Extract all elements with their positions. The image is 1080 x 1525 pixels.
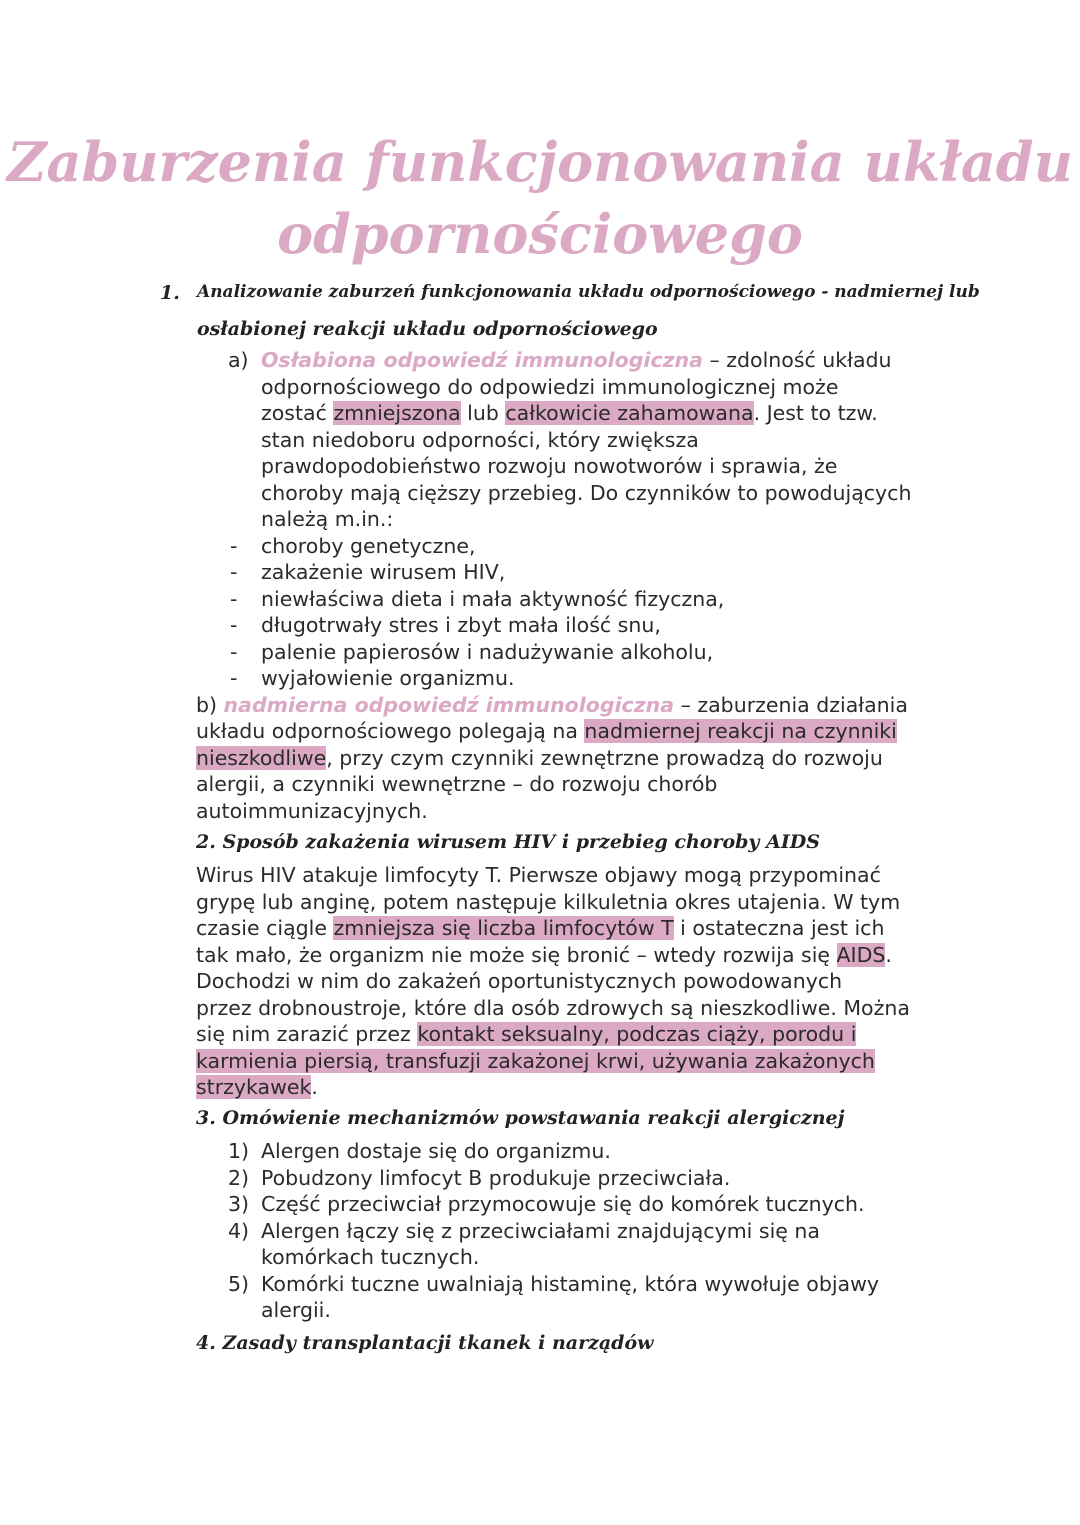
highlight-aids: AIDS (836, 942, 886, 967)
section-2-line-7: się nim zarazić przez kontakt seksualny, podczas ciąży, porodu i (196, 1022, 857, 1046)
item-b-line-4: alergii, a czynniki wewnętrzne – do rozwoju chorób (196, 772, 718, 796)
highlight-transmission: strzykawek (196, 1075, 312, 1099)
bullet-dash: - (230, 639, 238, 664)
section-2-line-6: przez drobnoustroje, które dla osób zdrowych są nieszkodliwe. Można (196, 995, 910, 1020)
item-b-marker: b) (196, 692, 224, 717)
section-2-line-8 (196, 1048, 875, 1075)
list-item-continuation: alergii. (261, 1298, 331, 1322)
section-2-line-1: Wirus HIV atakuje limfocyty T. Pierwsze objawy mogą przypominać (196, 863, 881, 887)
item-a-line-3: zostać zmniejszona lub całkowicie zahamowana. Jest to tzw. (261, 401, 878, 425)
highlight-lymphocytes: zmniejsza się liczba limfocytów T (333, 916, 674, 940)
item-a-line-1: Osłabiona odpowiedź immunologiczna – zdolność układu (261, 348, 892, 372)
bullet-item: wyjałowienie organizmu. (261, 666, 515, 690)
item-a-line-7: należą m.in.: (261, 507, 394, 531)
highlight-reduced: zmniejszona (333, 401, 461, 425)
item-b-line-2: układu odpornościowego polegają na nadmiernej reakcji na czynniki (196, 719, 897, 743)
page-title-line-2: odpornościowego (277, 202, 803, 266)
bullet-item: choroby genetyczne, (261, 533, 476, 558)
item-a-line-4: stan niedoboru odporności, który zwiększa (261, 427, 699, 452)
section-2-heading: 2. Sposób zakażenia wirusem HIV i przebieg choroby AIDS (196, 831, 820, 853)
section-2-line-3: czasie ciągle zmniejsza się liczba limfocytów T i ostateczna jest ich (196, 916, 885, 940)
bullet-dash: - (230, 613, 238, 637)
bullet-item: zakażenie wirusem HIV, (261, 560, 506, 584)
weak-response-term: Osłabiona odpowiedź immunologiczna (261, 348, 703, 372)
list-item: Komórki tuczne uwalniają histaminę, która wywołuje objawy (261, 1271, 880, 1296)
item-a-marker: a) (228, 348, 249, 372)
item-a-line-2: odpornościowego do odpowiedzi immunologicznej może (261, 374, 839, 399)
bullet-item: niewłaściwa dieta i mała aktywność fizyczna, (261, 586, 725, 611)
list-item: Pobudzony limfocyt B produkuje przeciwciała. (261, 1165, 731, 1190)
bullet-item: palenie papierosów i nadużywanie alkoholu, (261, 639, 714, 664)
page-title-line-1: Zaburzenia funkcjonowania układu (7, 130, 1073, 194)
section-1-heading-line-2: osłabionej reakcji układu odpornościowego (197, 318, 658, 340)
list-item-continuation: komórkach tucznych. (261, 1245, 480, 1269)
item-a-line-6: choroby mają cięższy przebieg. Do czynników to powodujących (261, 480, 912, 505)
item-b-line-3: nieszkodliwe, przy czym czynniki zewnętrzne prowadzą do rozwoju (196, 745, 883, 770)
highlight-harmless: nieszkodliwe (196, 745, 327, 770)
highlight-excessive-reaction: nadmiernej reakcji na czynniki (584, 719, 897, 743)
list-item: Alergen dostaje się do organizmu. (261, 1139, 611, 1163)
excessive-response-term: nadmierna odpowiedź immunologiczna (223, 692, 675, 717)
highlight-transmission: karmienia piersią, transfuzji zakażonej krwi, używania zakażonych (196, 1048, 875, 1073)
list-item-marker: 2) (228, 1165, 250, 1190)
section-2-line-2: grypę lub anginę, potem następuje kilkuletnia okres utajenia. W tym (196, 889, 901, 914)
section-4-heading: 4. Zasady transplantacji tkanek i narządów (196, 1332, 654, 1354)
bullet-dash: - (230, 586, 238, 611)
bullet-dash: - (230, 666, 238, 690)
item-a-line-5: prawdopodobieństwo rozwoju nowotworów i sprawia, że (261, 454, 838, 478)
highlight-inhibited: całkowicie zahamowana (505, 401, 754, 425)
list-item-marker: 5) (228, 1271, 250, 1296)
item-b-line-1: b) nadmierna odpowiedź immunologiczna – zaburzenia działania (196, 692, 908, 717)
section-2-line-4: tak mało, że organizm nie może się bronić – wtedy rozwija się AIDS. (196, 942, 892, 967)
section-1-number: 1. (160, 282, 180, 304)
highlight-transmission: kontakt seksualny, podczas ciąży, porodu i (417, 1022, 857, 1046)
bullet-dash: - (230, 533, 238, 558)
bullet-item: długotrwały stres i zbyt mała ilość snu, (261, 613, 661, 637)
list-item-marker: 1) (228, 1139, 250, 1163)
section-2-line-9: strzykawek. (196, 1075, 318, 1099)
section-1-heading-line-1: Analizowanie zaburzeń funkcjonowania układu odpornościowego - nadmiernej lub (197, 282, 980, 302)
list-item-marker: 4) (228, 1218, 250, 1243)
section-3-heading: 3. Omówienie mechanizmów powstawania reakcji alergicznej (196, 1107, 845, 1129)
bullet-dash: - (230, 560, 238, 584)
item-b-line-5: autoimmunizacyjnych. (196, 798, 428, 823)
list-item-marker: 3) (228, 1192, 250, 1216)
section-2-line-5: Dochodzi w nim do zakażeń oportunistycznych powodowanych (196, 969, 843, 993)
list-item: Część przeciwciał przymocowuje się do komórek tucznych. (261, 1192, 865, 1216)
list-item: Alergen łączy się z przeciwciałami znajdującymi się na (261, 1218, 820, 1243)
